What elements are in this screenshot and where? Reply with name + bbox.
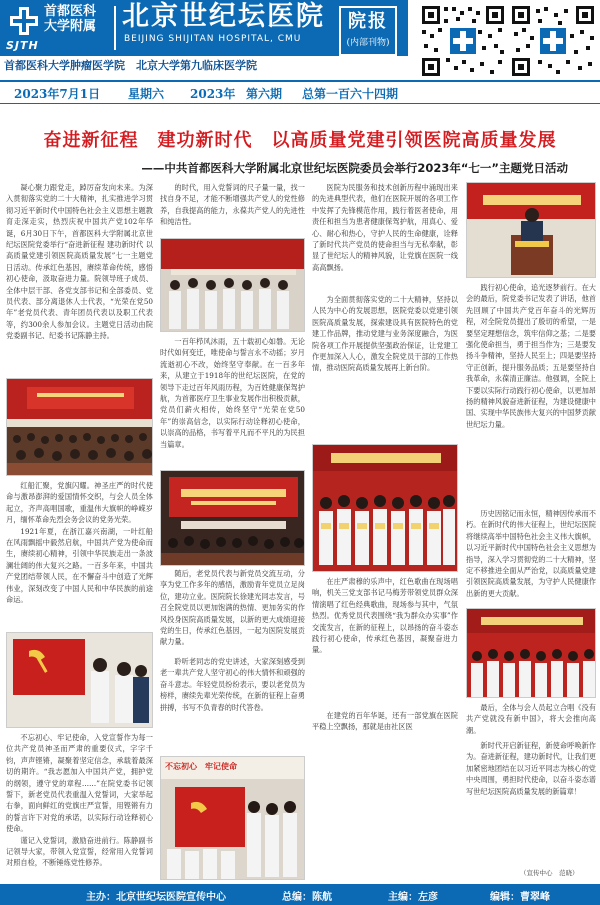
paper-title: 院报 (348, 11, 388, 32)
paragraph: 随后，老党员代表与新党员交流互动，分享为党工作多年的感悟，激励青年党员立足岗位，建功立业。医院院长徐建光同志发言，号召全院党员以更加饱满的热情、更加务实的作风投身医院高质量发展，以新的更大成绩迎接党的生日，传承红色基因，一起为医院发展贡献力量。 (160, 569, 305, 647)
article-column-4b (466, 508, 596, 606)
party-flag-image (7, 633, 153, 728)
paragraph: 不忘初心、牢记使命，入党宣誓作为每一位共产党员神圣而严肃的重要仪式，字字千钧，声声铿锵，凝聚着坚定信念，承载着最深切的期许。“我志愿加入中国共产党，拥护党的纲领，遵守党的章程……”在院党委书记领誓下，新老党员代表重温入党誓词，大家举起右拳，面向鲜红的党旗庄严宣誓，用铿锵有力的誓言许下对党的承诺，以实际行动诠释初心使命。 (6, 733, 153, 834)
issue-rule (0, 103, 600, 104)
issue-weekday: 星期六 (128, 87, 165, 101)
article-column-3b (312, 294, 458, 442)
paragraph: 聆听老同志的党史讲述，大家深刻感受到老一辈共产党人坚守初心的伟大情怀和顽强的奋斗意志。年轻党员纷纷表示，要以老党员为榜样，赓续先辈光荣传统，在新的征程上奋勇拼搏，书写不负青春的时代答卷。 (160, 657, 305, 712)
paragraph: 凝心聚力跟党走，踔厉奋发向未来。为深入贯彻落实党的二十大精神，扎实推进学习贯彻习近平新时代中国特色社会主义思想主题教育走深走实，热烈庆祝中国共产党102年华诞，6月30日下午，首都医科大学附属北京世纪坛医院党委举行“奋进新征程 建功新时代 以高质量党建引领医院高质量发展”七一主题党日活动。传承红色基因，赓续革命传统，感悟初心使命，汲取奋进力量。院领导班子成员、全体中层干部、各党支部书记和全部委员、党员代表、部分离退休人士代表，“光荣在党50年”老党员代表、青年团员代表以及职工代表等，约300余人参加会议。主题党日活动由院党委副书记、纪委书记陈静主持。 (6, 183, 153, 341)
paragraph: 红船汇聚，党旗闪耀。神圣庄严的时代使命与激昂澎湃的爱国情怀交织，与会人员全体起立，齐声高唱国歌，重温伟大旗帜的峥嵘岁月，缅怀革命先烈会务会议的党务光荣。 (6, 481, 153, 525)
article-column-3a (312, 182, 458, 292)
issue-number: 第六期 (246, 87, 283, 101)
affiliations: 首都医科大学肿瘤医学院 北京大学第九临床医学院 (4, 59, 257, 72)
qr-code-icon (508, 4, 598, 78)
honoree-group-photo (312, 444, 458, 572)
paragraph: 在建党的百年华诞，还有一部党旗在医院平稳上空飘扬，那就是由社区医 (312, 711, 458, 732)
article-column-3d (312, 710, 458, 880)
logo-chinese: 首都医科 大学附属 (44, 4, 97, 34)
qr-code-icon (418, 4, 508, 78)
paper-title-box (339, 6, 397, 56)
issue-info (0, 82, 600, 102)
hospital-name: 北京世纪坛医院 (122, 1, 325, 32)
article-column-3c (312, 576, 458, 706)
banner-group-image (161, 757, 305, 880)
paragraph: 最后，全体与会人员起立合唱《没有共产党就没有新中国》，将大会推向高潮。 (466, 703, 596, 735)
article-column-2c (160, 568, 305, 656)
article-column-4a (466, 282, 596, 506)
stage-screen-photo (160, 470, 305, 566)
article-column-4c (466, 740, 596, 868)
paragraph: 新时代开启新征程，新使命呼唤新作为。奋进新征程，建功新时代，让我们更加紧密地团结在以习近平同志为核心的党中央周围，勇担时代使命，以奋斗姿态谱写世纪坛医院高质量发展的新篇章！ (466, 741, 596, 796)
cross-emblem-icon (6, 5, 42, 37)
banner-group-photo (160, 756, 305, 880)
banner-slogan: 不忘初心 牢记使命 (165, 761, 237, 771)
speaker-podium-photo (466, 182, 596, 278)
article-column-2a (160, 182, 305, 234)
paragraph: 一百年栉风沐雨，五十载初心如磐。无论时代如何变迁，唯使命与誓言永不动摇；岁月流逝初心不改，始终坚守奉献。在一百多年来，从建立于1918年的世纪坛医院，在党的领导下走过百年风雨历程，为百姓健康保驾护航，为首都医疗卫生事业发展作出积极贡献，党员们薪火相传，始终坚守“光荣在党50年”的崇高信念，以实际行动诠释初心使命，以崇高的品格，书写着平凡而不平凡的为民担当篇章。 (160, 337, 305, 449)
speaker-podium-image (467, 183, 596, 278)
party-flag-oath-photo (6, 632, 153, 728)
meeting-hall-photo (6, 378, 153, 476)
article-column-1b (6, 480, 153, 630)
closing-caption (466, 702, 596, 738)
paragraph: 践行初心使命，追光逐梦前行。在大会的最后，院党委书记发表了讲话，他首先回顾了中国共产党百年奋斗的光辉历程，对全院党员提出了殷切的希望，一是要坚定理想信念，筑牢信仰之基；二是要强化使命担当，勇于担当作为；三是要发扬斗争精神，坚持人民至上；四是要坚持守正创新，提升服务品质；五是要坚持自我革命，永葆清正廉洁。他强调，全院上下要以实际行动践行初心使命，以更加昂扬的精神风貌奋进新征程，为建设健康中国、实现中华民族伟大复兴的中国梦贡献世纪坛力量。 (466, 283, 596, 429)
chorus-photo (466, 608, 596, 698)
logo-abbreviation: SJTH (6, 39, 39, 52)
issue-date: 2023年7月1日 (14, 87, 101, 101)
paragraph: 的时代，用入党誓词的尺子量一量，找一找自身不足，才能不断增强共产党人的党性修养，自我提高的能力，永葆共产党人的先进性和纯洁性。 (160, 183, 305, 227)
oath-ceremony-photo (160, 238, 305, 332)
hospital-logo (4, 3, 114, 53)
article-column-1a (6, 182, 153, 376)
paragraph: 历史因铭记而永恒，精神因传承而不朽。在新时代的伟大征程上，世纪坛医院将继续高举中国特色社会主义伟大旗帜，以习近平新时代中国特色社会主义思想为指导，深入学习贯彻党的二十大精神，坚定不移推进全面从严治党，以高质量党建引领医院高质量发展，为守护人民健康作出新的更大贡献。 (466, 509, 596, 598)
paragraph: 医院为民服务和技术创新历程中涌现出来的先进典型代表，他们在医院开展的各项工作中发挥了先锋模范作用，践行着医者使命，用责任和担当为患者健康保驾护航，用真心、爱心、耐心和热心，守护人民的生命健康，诠释了新时代共产党员的使命担当与无私奉献，彰显了世纪坛人的精神风貌，让党旗在医院一线高高飘扬。 (312, 183, 458, 272)
paragraph: 为全面贯彻落实党的二十大精神，坚持以人民为中心的发展思想，医院党委以党建引领医院高质量发展，探索建设具有医院特色的党建工作品牌，推动党建与业务深度融合，为医院各项工作开展提供坚强政治保证，让党建工作更加深入人心，激发全院党员干部的工作热情，推动医院高质量发展再上新台阶。 (312, 295, 458, 373)
paragraph: 谨记入党誓词，激励奋进前行。陈静副书记领导大家，带领入党宣誓，经常用入党誓词对照自检，不断锤炼党性修养。 (6, 835, 153, 868)
article-subhead: ——中共首都医科大学附属北京世纪坛医院委员会举行2023年“七一”主题党日活动 (141, 161, 568, 175)
article-column-2b (160, 336, 305, 468)
brand-band (0, 0, 408, 56)
paragraph: 1921年夏，在浙江嘉兴南湖，一叶红船在风雨飘摇中毅然启航，中国共产党为使命而生，赓续初心精神，引领中华民族走出一条波澜壮阔的伟大复兴之路。一百多年来，中国共产党团结带领人民，在不懈奋斗中创造了光辉伟业，深刻改变了中国人民和中华民族的前途命运。 (6, 526, 153, 605)
article-column-1c (6, 732, 153, 882)
page-footer (0, 884, 600, 905)
article-credit: （宣传中心 范晓） (520, 869, 579, 877)
footer-editor: 主编：左彦 (388, 892, 438, 903)
hospital-english-name: BEIJING SHIJITAN HOSPITAL, CMU (124, 34, 302, 44)
issue-total-number: 总第一百六十四期 (302, 87, 399, 101)
footer-chief-editor: 总编：陈航 (282, 892, 332, 903)
oath-ceremony-image (161, 239, 305, 332)
honoree-group-image (313, 445, 458, 572)
stage-screen-image (161, 471, 305, 566)
footer-sponsor: 主办：北京世纪坛医院宣传中心 (86, 892, 226, 903)
meeting-hall-image (7, 379, 153, 476)
article-headline: 奋进新征程 建功新时代 以高质量党建引领医院高质量发展 (43, 130, 557, 151)
masthead (0, 0, 600, 80)
logo-divider (114, 6, 116, 50)
chorus-image (467, 609, 596, 698)
footer-copy-editor: 编辑：曹翠峰 (490, 892, 550, 903)
issue-year: 2023年 (190, 87, 236, 101)
article-column-2d (160, 656, 305, 752)
paper-subtitle: (内部刊物) (346, 38, 390, 48)
paragraph: 在庄严肃穆的乐声中，红色歌曲在现场唱响，机关三党支部书记马梅芳带领党员群众深情演唱了红色经典歌曲，现场参与其中，气氛热烈。优秀党员代表围绕“我为群众办实事”作交流发言，在新的征程上，以昂扬的奋斗姿态践行初心使命，传承红色基因，凝聚奋进力量。 (312, 577, 458, 655)
